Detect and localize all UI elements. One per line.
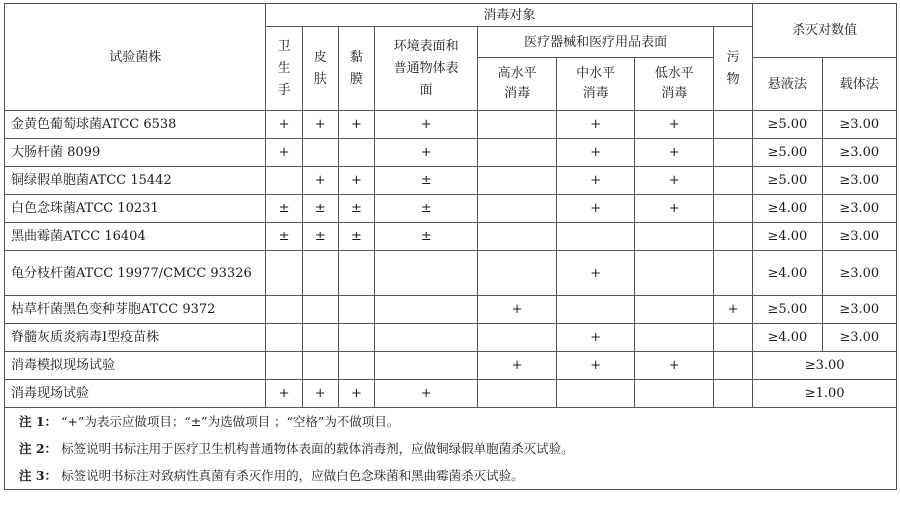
header-suspension: 悬液法 [753, 58, 822, 111]
cell-env: ± [375, 195, 478, 223]
cell-skin [302, 296, 338, 324]
strain-name: 消毒模拟现场试验 [5, 352, 266, 380]
strain-name: 枯草杆菌黑色变种芽胞ATCC 9372 [5, 296, 266, 324]
cell-high [478, 195, 557, 223]
cell-sewage [713, 111, 752, 139]
cell-mucosa: ± [338, 223, 374, 251]
cell-hands: + [266, 139, 302, 167]
header-hands: 卫 生 手 [266, 27, 302, 111]
cell-high [478, 167, 557, 195]
cell-env [375, 296, 478, 324]
cell-sewage [713, 167, 752, 195]
cell-carrier: ≥3.00 [822, 111, 897, 139]
note-label: 注 3： [19, 468, 58, 483]
cell-env: + [375, 139, 478, 167]
cell-mid [556, 296, 635, 324]
cell-sewage: + [713, 296, 752, 324]
cell-carrier: ≥3.00 [822, 139, 897, 167]
header-strain: 试验菌株 [5, 4, 266, 111]
cell-env [375, 352, 478, 380]
cell-mucosa [338, 139, 374, 167]
cell-hands: ± [266, 223, 302, 251]
cell-mid: + [556, 167, 635, 195]
cell-hands [266, 167, 302, 195]
header-mucosa: 黏 膜 [338, 27, 374, 111]
cell-high [478, 251, 557, 296]
header-carrier: 载体法 [822, 58, 897, 111]
cell-suspension: ≥4.00 [753, 324, 822, 352]
cell-suspension: ≥5.00 [753, 167, 822, 195]
cell-env: ± [375, 167, 478, 195]
cell-mucosa [338, 296, 374, 324]
cell-skin: ± [302, 195, 338, 223]
strain-name: 大肠杆菌 8099 [5, 139, 266, 167]
cell-kill-value: ≥1.00 [753, 380, 897, 408]
cell-kill-value: ≥3.00 [753, 352, 897, 380]
cell-sewage [713, 324, 752, 352]
cell-mid [556, 223, 635, 251]
cell-env [375, 251, 478, 296]
cell-env: + [375, 111, 478, 139]
cell-mucosa: + [338, 167, 374, 195]
note-2 [5, 435, 897, 462]
note-label: 注 2： [19, 441, 58, 456]
cell-skin: + [302, 167, 338, 195]
note-3 [5, 462, 897, 490]
cell-low [635, 223, 714, 251]
cell-env: ± [375, 223, 478, 251]
cell-suspension: ≥4.00 [753, 251, 822, 296]
cell-skin: + [302, 111, 338, 139]
cell-low: + [635, 167, 714, 195]
header-skin: 皮 肤 [302, 27, 338, 111]
cell-low [635, 251, 714, 296]
note-1 [5, 408, 897, 436]
header-objects: 消毒对象 [266, 4, 753, 27]
cell-carrier: ≥3.00 [822, 324, 897, 352]
strain-name: 黑曲霉菌ATCC 16404 [5, 223, 266, 251]
table-row [5, 324, 897, 352]
table-row-field-test [5, 380, 897, 408]
cell-carrier: ≥3.00 [822, 296, 897, 324]
cell-sewage [713, 380, 752, 408]
cell-low: + [635, 352, 714, 380]
cell-sewage [713, 139, 752, 167]
strain-name: 脊髓灰质炎病毒Ⅰ型疫苗株 [5, 324, 266, 352]
cell-low: + [635, 195, 714, 223]
cell-mucosa: + [338, 111, 374, 139]
cell-sewage [713, 251, 752, 296]
header-low-level: 低水平 消毒 [635, 58, 714, 111]
strain-name: 消毒现场试验 [5, 380, 266, 408]
cell-skin [302, 352, 338, 380]
cell-hands [266, 324, 302, 352]
header-medical: 医疗器械和医疗用品表面 [478, 27, 714, 58]
cell-mid: + [556, 195, 635, 223]
header-env-surface: 环境表面和 普通物体表 面 [375, 27, 478, 111]
cell-low: + [635, 111, 714, 139]
cell-high [478, 324, 557, 352]
cell-carrier: ≥3.00 [822, 195, 897, 223]
cell-carrier: ≥3.00 [822, 223, 897, 251]
cell-suspension: ≥4.00 [753, 223, 822, 251]
cell-carrier: ≥3.00 [822, 167, 897, 195]
cell-suspension: ≥5.00 [753, 111, 822, 139]
table-row [5, 139, 897, 167]
cell-mucosa: ± [338, 195, 374, 223]
cell-skin [302, 251, 338, 296]
cell-high [478, 111, 557, 139]
cell-skin: ± [302, 223, 338, 251]
cell-skin [302, 139, 338, 167]
cell-sewage [713, 352, 752, 380]
cell-suspension: ≥5.00 [753, 139, 822, 167]
strain-name: 金黄色葡萄球菌ATCC 6538 [5, 111, 266, 139]
table-row [5, 195, 897, 223]
table-row [5, 111, 897, 139]
cell-hands: + [266, 111, 302, 139]
header-sewage: 污 物 [713, 27, 752, 111]
cell-env [375, 324, 478, 352]
cell-mucosa: + [338, 380, 374, 408]
cell-low [635, 296, 714, 324]
note-row [5, 408, 897, 436]
cell-sewage [713, 195, 752, 223]
cell-mid: + [556, 251, 635, 296]
table-row [5, 167, 897, 195]
cell-hands: ± [266, 195, 302, 223]
cell-high [478, 380, 557, 408]
cell-mucosa [338, 251, 374, 296]
header-mid-level: 中水平 消毒 [556, 58, 635, 111]
cell-skin: + [302, 380, 338, 408]
note-text: 标签说明书标注用于医疗卫生机构普通物体表面的载体消毒剂，应做铜绿假单胞菌杀灭试验。 [61, 441, 574, 456]
note-text: “+”为表示应做项目；“±”为选做项目 ；“空格”为不做项目。 [61, 414, 400, 429]
strain-name: 白色念珠菌ATCC 10231 [5, 195, 266, 223]
cell-mid: + [556, 324, 635, 352]
note-label: 注 1： [19, 414, 58, 429]
cell-skin [302, 324, 338, 352]
cell-hands [266, 296, 302, 324]
note-text: 标签说明书标注对致病性真菌有杀灭作用的，应做白色念珠菌和黑曲霉菌杀灭试验。 [61, 468, 524, 483]
header-kill-log: 杀灭对数值 [753, 4, 897, 58]
cell-high: + [478, 352, 557, 380]
table-row [5, 223, 897, 251]
cell-sewage [713, 223, 752, 251]
cell-carrier: ≥3.00 [822, 251, 897, 296]
note-row [5, 462, 897, 490]
cell-hands [266, 352, 302, 380]
cell-low: + [635, 139, 714, 167]
cell-mucosa [338, 352, 374, 380]
strain-name: 铜绿假单胞菌ATCC 15442 [5, 167, 266, 195]
table-row [5, 296, 897, 324]
cell-mid [556, 380, 635, 408]
cell-env: + [375, 380, 478, 408]
disinfection-test-table [4, 3, 897, 490]
cell-low [635, 380, 714, 408]
cell-high [478, 139, 557, 167]
cell-mid: + [556, 139, 635, 167]
cell-mid: + [556, 111, 635, 139]
cell-suspension: ≥5.00 [753, 296, 822, 324]
strain-name: 龟分枝杆菌ATCC 19977/CMCC 93326 [5, 251, 266, 296]
table-row [5, 251, 897, 296]
cell-mid: + [556, 352, 635, 380]
cell-high [478, 223, 557, 251]
cell-suspension: ≥4.00 [753, 195, 822, 223]
cell-mucosa [338, 324, 374, 352]
header-high-level: 高水平 消毒 [478, 58, 557, 111]
cell-hands: + [266, 380, 302, 408]
cell-hands [266, 251, 302, 296]
note-row [5, 435, 897, 462]
cell-low [635, 324, 714, 352]
table-row-simulated-field-test [5, 352, 897, 380]
cell-high: + [478, 296, 557, 324]
